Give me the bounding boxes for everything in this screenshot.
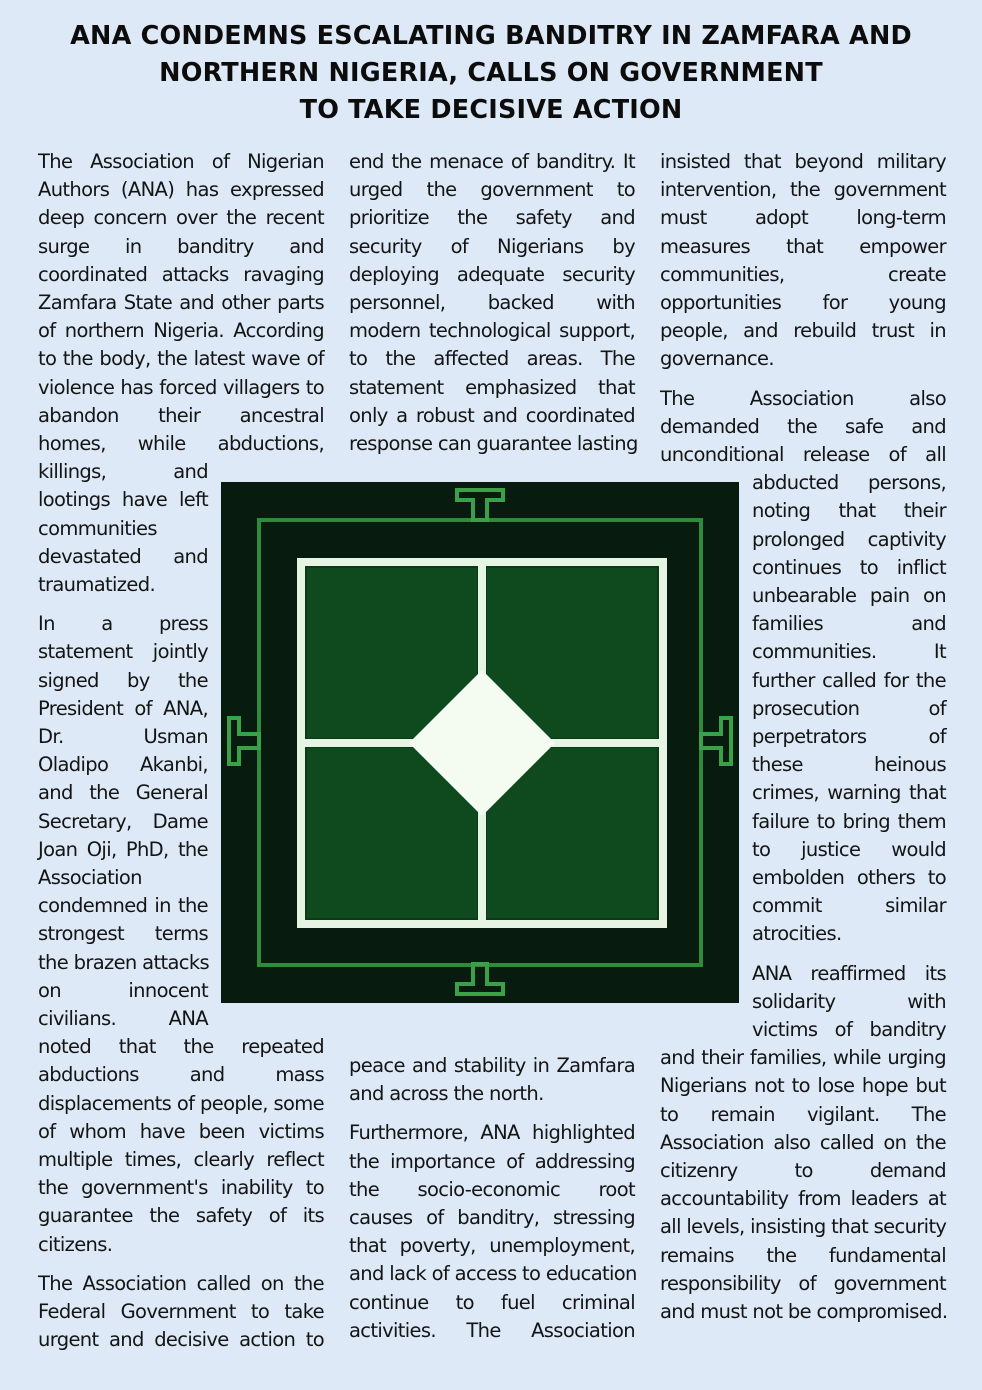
text-line: governance. (660, 347, 774, 371)
text-line: victims of banditry (752, 1018, 946, 1041)
text-line: citizens. (38, 1232, 113, 1256)
text-line: the brazen attacks (38, 950, 209, 974)
text-line: prosecution of (752, 696, 946, 720)
text-line: unbearable pain on (752, 584, 946, 607)
text-line: lootings have left (38, 488, 208, 512)
text-line: insisted that beyond military (660, 150, 946, 173)
text-line: violence has forced villagers to (38, 375, 324, 399)
text-line: failure to bring them (752, 809, 946, 833)
text-line: Authors (ANA) has expressed (38, 178, 324, 202)
text-line: to remain vigilant. The (660, 1102, 946, 1126)
text-line: to the affected areas. The (349, 347, 635, 371)
text-line: measures that empower (660, 234, 946, 258)
text-line: only a robust and coordinated (349, 403, 635, 427)
text-line: displacements of people, some (38, 1091, 324, 1115)
text-line: all levels, insisting that security (660, 1215, 947, 1239)
text-line: response can guarantee lasting (349, 432, 638, 455)
text-line: must adopt long-term (660, 206, 946, 230)
text-line: the government's inability to (38, 1176, 324, 1200)
text-line: further called for the (752, 668, 946, 692)
text-line: atrocities. (752, 922, 842, 946)
title-line: NORTHERN NIGERIA, CALLS ON GOVERNMENT (159, 58, 823, 88)
text-line: these heinous (752, 753, 946, 777)
text-line: Oladipo Akanbi, (38, 753, 208, 777)
text-line: the importance of addressing (349, 1149, 635, 1173)
article-title (30, 18, 952, 129)
text-line: personnel, backed with (349, 291, 635, 314)
text-line: of northern Nigeria. According (38, 319, 324, 343)
text-line: strongest terms (38, 922, 208, 946)
text-line: homes, while abductions, (38, 432, 324, 455)
text-line: unconditional release of all (660, 443, 946, 466)
title-line: ANA CONDEMNS ESCALATING BANDITRY IN ZAMFARA AND (70, 21, 912, 51)
text-line: security of Nigerians by (349, 234, 635, 258)
text-line: continues to inflict (752, 555, 946, 579)
text-line: Nigerians not to lose hope but (660, 1074, 946, 1098)
text-line: The Association called on the (38, 1271, 324, 1295)
text-line: modern technological support, (349, 319, 635, 343)
text-line: deep concern over the recent (38, 206, 324, 230)
text-line: Dr. Usman (38, 725, 208, 748)
text-line: demanded the safe and (660, 414, 946, 438)
text-line: causes of banditry, stressing (349, 1206, 635, 1229)
text-line: noting that their (752, 499, 946, 523)
text-line: and the General (38, 781, 208, 805)
text-line: statement emphasized that (349, 375, 635, 399)
text-line: coordinated attacks ravaging (38, 262, 324, 286)
text-line: and across the north. (349, 1082, 544, 1106)
text-line: killings, and (38, 460, 208, 484)
text-line: multiple times, clearly reflect (38, 1148, 324, 1171)
text-line: accountability from leaders at (660, 1187, 946, 1211)
text-line: end the menace of banditry. It (349, 150, 635, 173)
text-line: Secretary, Dame (38, 809, 208, 833)
text-line: abandon their ancestral (38, 403, 324, 427)
text-line: to justice would (752, 837, 946, 861)
text-line: peace and stability in Zamfara (349, 1054, 635, 1077)
text-line: activities. The Association (349, 1318, 635, 1342)
text-line: people, and rebuild trust in (660, 319, 946, 343)
text-line: families and (752, 612, 946, 636)
text-line: President of ANA, (38, 696, 208, 720)
text-line: responsibility of government (660, 1271, 946, 1295)
text-line: guarantee the safety of its (38, 1204, 324, 1228)
text-line: noted that the repeated (38, 1035, 324, 1059)
text-line: deploying adequate security (349, 262, 635, 286)
text-line: communities (38, 516, 157, 540)
text-line: The Association of Nigerian (38, 150, 324, 173)
text-line: The Association also (660, 386, 946, 410)
text-line: condemned in the (38, 894, 208, 918)
text-line: and must not be compromised. (660, 1300, 948, 1323)
text-line: and their families, while urging (660, 1046, 946, 1070)
text-line: statement jointly (38, 640, 208, 664)
text-line: to the body, the latest wave of (38, 347, 324, 371)
ana-emblem-icon (221, 482, 739, 1003)
text-line: traumatized. (38, 573, 155, 596)
text-line: the socio-economic root (349, 1177, 635, 1201)
text-line: that poverty, unemployment, (349, 1234, 635, 1258)
text-line: In a press (38, 612, 208, 636)
text-line: communities, create (660, 262, 946, 286)
text-line: prioritize the safety and (349, 206, 635, 230)
text-line: on innocent (38, 978, 208, 1002)
title-line: TO TAKE DECISIVE ACTION (299, 95, 683, 125)
text-line: Furthermore, ANA highlighted (349, 1121, 635, 1145)
text-line: Federal Government to take (38, 1300, 324, 1323)
text-line: embolden others to (752, 866, 946, 889)
text-line: Joan Oji, PhD, the (38, 837, 208, 861)
text-line: Zamfara State and other parts (38, 291, 324, 314)
text-line: perpetrators of (752, 725, 946, 748)
text-line: urgent and decisive action to (38, 1328, 324, 1352)
text-line: surge in banditry and (38, 234, 324, 258)
text-line: of whom have been victims (38, 1119, 324, 1143)
text-line: commit similar (752, 894, 946, 918)
text-line: citizenry to demand (660, 1159, 946, 1182)
text-line: devastated and (38, 544, 208, 568)
text-line: Association (38, 866, 142, 889)
text-line: communities. It (752, 640, 946, 664)
ana-logo (221, 482, 739, 1003)
text-line: ANA reaffirmed its (752, 961, 946, 985)
text-line: intervention, the government (660, 178, 946, 202)
text-line: solidarity with (752, 989, 946, 1013)
text-line: continue to fuel criminal (349, 1290, 635, 1314)
text-line: urged the government to (349, 178, 635, 202)
text-line: civilians. ANA (38, 1007, 208, 1030)
text-line: remains the fundamental (660, 1243, 946, 1267)
text-line: abducted persons, (752, 471, 946, 495)
text-line: and lack of access to education (349, 1262, 637, 1286)
text-line: Association also called on the (660, 1130, 946, 1154)
text-line: abductions and mass (38, 1063, 324, 1087)
text-line: crimes, warning that (752, 781, 946, 805)
text-line: prolonged captivity (752, 527, 946, 551)
text-line: signed by the (38, 668, 208, 692)
text-line: opportunities for young (660, 291, 946, 314)
